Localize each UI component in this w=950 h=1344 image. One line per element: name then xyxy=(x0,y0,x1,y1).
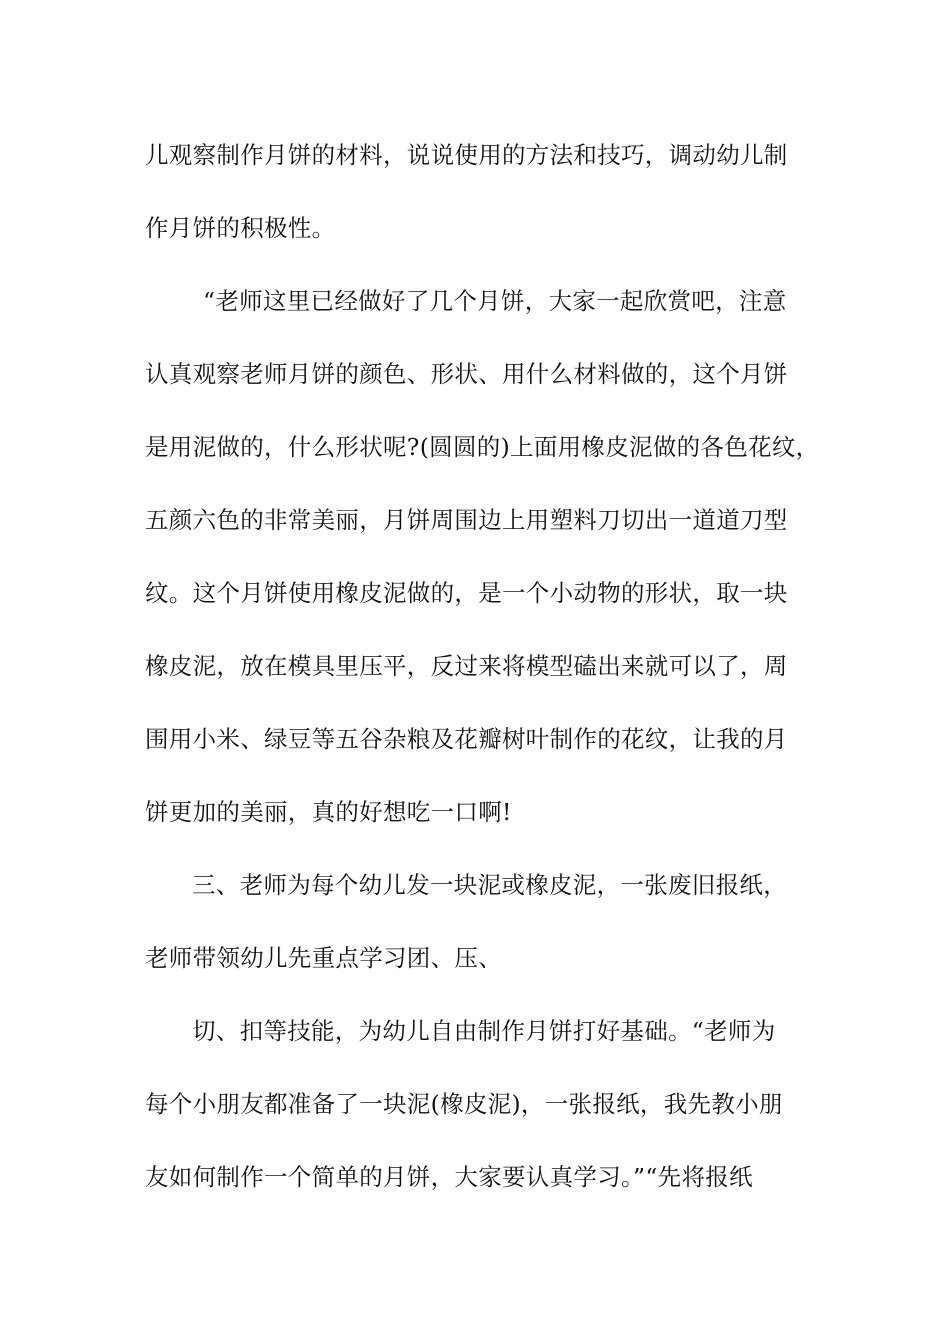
text-line: 橡皮泥，放在模具里压平，反过来将模型磕出来就可以了，周 xyxy=(145,652,788,680)
text-line: 切、扣等技能，为幼儿自由制作月饼打好基础。“老师为 xyxy=(192,1017,776,1045)
text-line: 纹。这个月饼使用橡皮泥做的，是一个小动物的形状，取一块 xyxy=(145,579,788,607)
text-line: 友如何制作一个简单的月饼，大家要认真学习。”“先将报纸 xyxy=(145,1163,753,1191)
text-line: 三、老师为每个幼儿发一块泥或橡皮泥，一张废旧报纸， xyxy=(192,871,787,899)
body-text xyxy=(145,125,820,1220)
text-line: 老师带领幼儿先重点学习团、压、 xyxy=(145,944,502,972)
text-line: 围用小米、绿豆等五谷杂粮及花瓣树叶制作的花纹，让我的月 xyxy=(145,725,788,753)
text-line: 作月饼的积极性。 xyxy=(145,214,336,242)
text-line: 饼更加的美丽，真的好想吃一口啊! xyxy=(145,798,512,826)
text-line: “老师这里已经做好了几个月饼，大家一起欣赏吧，注意 xyxy=(203,287,787,315)
text-line: 认真观察老师月饼的颜色、形状、用什么材料做的，这个月饼 xyxy=(145,360,788,388)
text-line: 是用泥做的，什么形状呢?(圆圆的)上面用橡皮泥做的各色花纹， xyxy=(145,433,820,461)
text-line: 每个小朋友都准备了一块泥(橡皮泥)，一张报纸，我先教小朋 xyxy=(145,1090,783,1118)
text-line: 儿观察制作月饼的材料，说说使用的方法和技巧，调动幼儿制 xyxy=(145,141,788,169)
text-line: 五颜六色的非常美丽，月饼周围边上用塑料刀切出一道道刀型 xyxy=(145,506,788,534)
